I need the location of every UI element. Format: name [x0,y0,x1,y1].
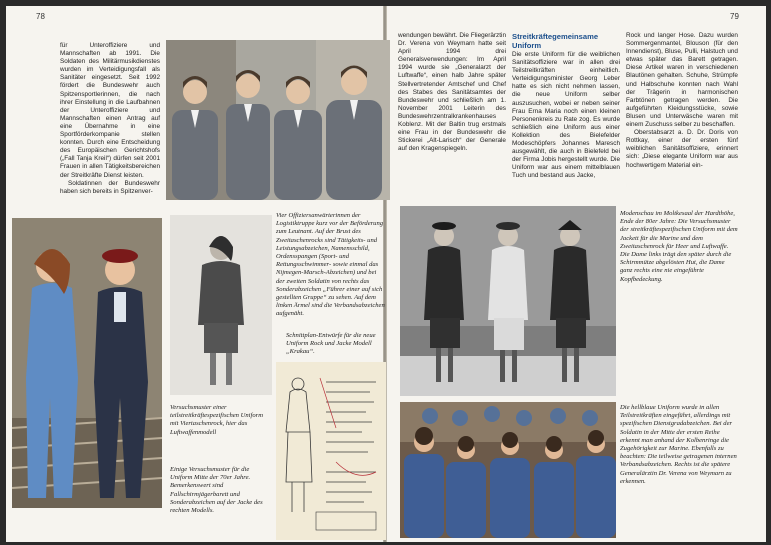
right-col-2 [512,32,620,181]
photo-four-officers [166,40,390,200]
right-col-3-paragraph: Rock und langer Hose. Dazu wurden Sommergenmantel, Blouson (für den Innendienst), Bluse, Pulli, Halstuch und etwas später das Barett getragen. Diese Artikel waren in verschiedenen Blautönen gehalten. Schuhe, Strümpfe und Halbschuhe konnten nach Wahl der Trägerin in harmonischen Farbtönen getragen werden. Die aufgeführten Kleidungsstücke, sowie Blusen und Unterwäsche waren mit einem Zuschuss selber zu beschaffen. [626,32,738,129]
caption-group: Die hellblaue Uniform wurde in allen Teilstreitkräften eingeführt, allerdings mit spezifischen Dienstgradabzeichen. Bei der Soldatin in der Mitte der ersten Reihe erkennt man anhand der Kolbenringe die Zugehörigkeit zur Marine. Ebenfalls zu beachten: Die teilweise getragenen internen Verbandsabzeichen. Rechts ist die spätere Generalärztin Dr. Verena von Weymarn zu erkennen. [620,404,737,485]
photo-70s-uniforms [12,218,162,508]
right-col-1-paragraph: wendungen bewährt. Die Fliegerärztin Dr. Verena von Weymarn hatte seit April 1994 drei Generalsverwendungen: Im April 1994 wurde sie „Generalarzt der Luftwaffe“, einen halb Jahre später Stellvertretender Amtschef und Chef des Stabes des Sanitätsamtes der Bundeswehr und schließlich am 1. November 2001 Leiterin des Bundeswehrzentralkrankenhauses Koblenz. Mit der Baltin trug erstmals eine Frau in der Bundeswehr die Stickerei „Alt-Larisch“ der Generale auf den Kragenspiegeln. [398,32,506,153]
right-col-2-paragraph: Die erste Uniform für die weiblichen Sanitätsoffiziere war in allen drei Teilstreitkräften einheitlich. Verteidigungsminister Georg Leber hatte es sich nicht nehmen lassen, die neue Uniform selber auszusuchen, wobei er neben seiner Frau Erna Maria noch einen kleinen Personenkreis zu Rate zog. Es wurde schließlich eine Uniform aus einer Kollektion des Bielefelder Modeschöpfers Johannes Maresch ausgewählt, die auch in Bielefeld bei der Firma Jobis hergestellt wurde. Die Uniform war aus einem mittelblauen Tuch und bestand aus Jacke, [512,51,620,180]
caption-fashion-show: Modenschau im Moltkesaal der Hardthöhe, Ende der 80er Jahre: Die Versuchsmuster der streitkräftespezifischen Uniform mit dem Jackett für die Marine und dem Zweitaschenrock für Heer und Luftwaffe. Die Dame links trägt den später durch die Schirmmütze abgelösten Hut, die Dame ganz rechts eine nie eingeführte Kopfbedeckung. [620,210,738,283]
sketch-pattern-drawing [276,362,386,540]
caption-70s-uniforms: Einige Versuchsmuster für die Uniform Mitte der 70er Jahre. Bemerkenswert sind Fallschirmjägerbarett und Sonderabzeichen auf der Jacke des rechten Modells. [170,466,263,515]
left-body-paragraph-2: Soldatinnen der Bundeswehr haben sich bereits in Spitzenver- [60,179,160,195]
photo-group-blue-uniforms [400,402,616,538]
right-col-3-paragraph-2: Oberstabsarzt a. D. Dr. Doris von Rottkay, einer der ersten fünf weiblichen Sanitätsoffiziere, erinnert sich: „Diese elegante Uniform war aus hochwertigem Material ein- [626,129,738,169]
photo-luftwaffe-model [170,215,272,395]
caption-muster: Versuchsmuster einer teilstreitkräftespezifischen Uniform mit Viertaschenrock, hier das Luftwaffenmodell [170,404,263,436]
page-number-left: 78 [36,12,45,21]
photo-fashion-show [400,206,616,396]
left-body-paragraph: für Unteroffiziere und Mannschaften ab 1991. Die Soldaten des Militärmusikdienstes wurden im Verteidigungsfall als Sanitäter eingesetzt. Seit 1992 fördert die Bundeswehr auch Spitzensportlerinnen, die nach ihrer Einstellung in die Laufbahnen der Unteroffiziere und Mannschaften einen Antrag auf eine Übernahme in eine Sportförderkompanie stellen konnten. Durch eine Entscheidung des Europäischen Gerichtshofs („Fall Tanja Kreil“) dürfen seit 2001 Frauen in allen Tätigkeitsbereichen der Streitkräfte Dienst leisten. [60,42,160,179]
caption-sketch: Schnittplan-Entwürfe für die neue Uniform Rock und Jacke Modell „Krakau“. [286,332,376,356]
page-number-right: 79 [730,12,739,21]
caption-officers: Vier Offiziersanwärterinnen der Logistiktruppe kurz vor der Beförderung zum Leutnant. Auf der Brust des Zweitaschenrocks sind Tätigkeits- und Leistungsabzeichen, Namensschild, Ordensspangen (Sport- und Rettungsschwimmer- sowie einmal das Nijmegen-Marsch-Abzeichen) und bei der zweiten Soldatin von rechts das Sonderabzeichen „Führer einer auf sich gestellten Gruppe“ zu sehen. Auf dem linken Ärmel sind die Verbandsabzeichen aufgenäht. [276,212,385,318]
right-col-3 [626,32,738,170]
section-heading: Streitkräftegemeinsame Uniform [512,32,599,50]
left-body-text [60,42,160,196]
right-col-1 [398,32,506,153]
